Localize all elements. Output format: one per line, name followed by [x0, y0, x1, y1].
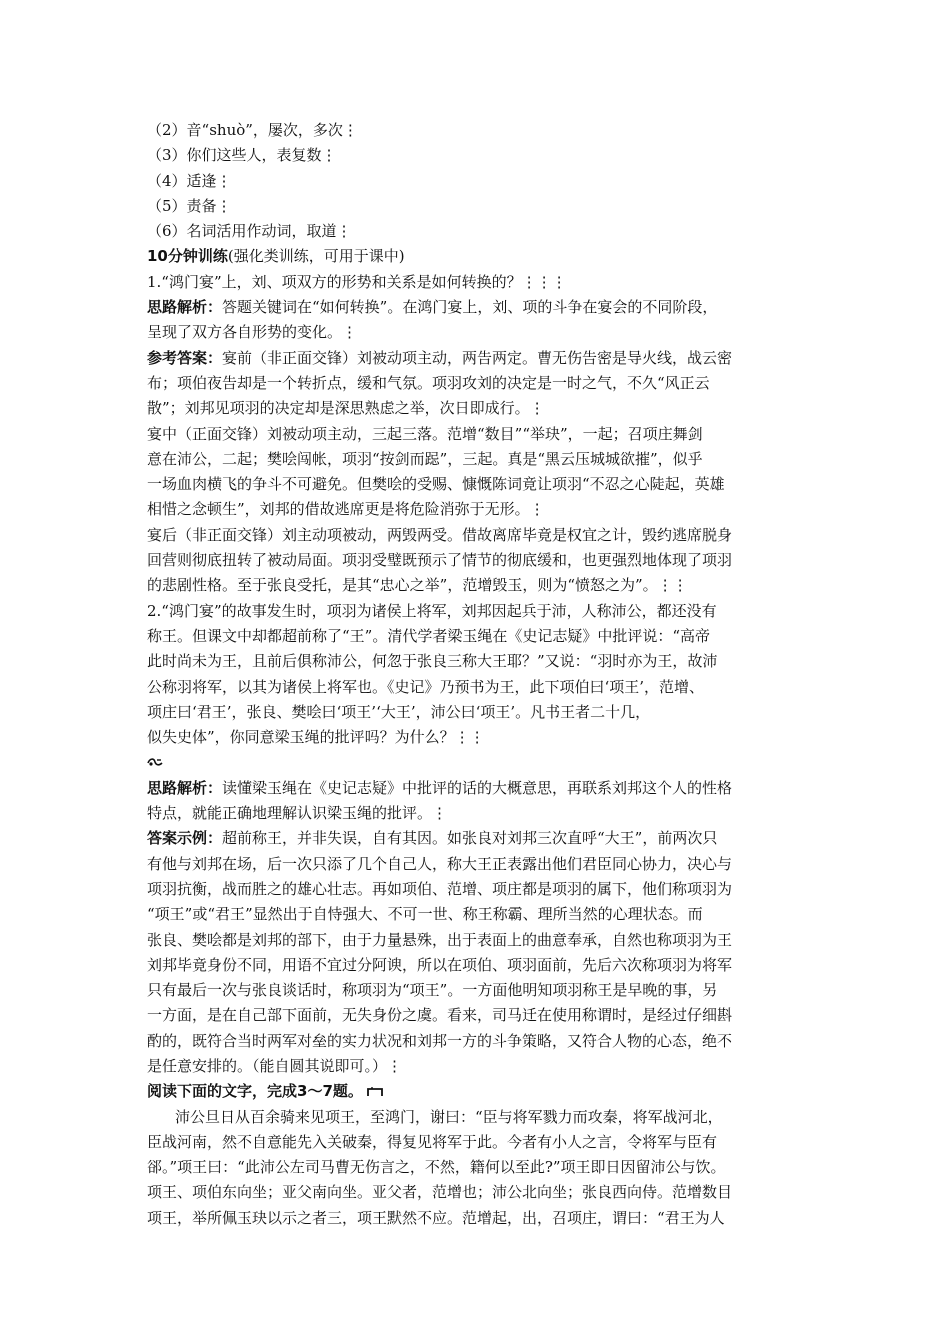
answer-text: “项王”或“君王”显然出于自恃强大、不可一世、称王称霸、理所当然的心理状态。而 [147, 905, 703, 924]
question-2-analysis-line [147, 776, 817, 801]
definition-item: （3）你们这些人，表复数⋮ [147, 146, 337, 165]
answer-text: 宴前（非正面交锋）刘被动项主动，两告两定。曹无伤告密是导火线，战云密 [222, 348, 733, 367]
question-2-text: 此时尚未为王，且前后俱称沛公，何忽于张良三称大王耶？”又说：“羽时亦为王，故沛 [147, 652, 718, 671]
answer-text: 刘邦毕竟身份不同，用语不宜过分阿谀，所以在项伯、项羽面前，先后六次称项羽为将军 [147, 955, 733, 974]
analysis-text: 特点，就能正确地理解认识梁玉绳的批评。⋮ [147, 804, 448, 823]
definition-item: （6）名词活用作动词，取道⋮ [147, 222, 352, 241]
answer-text: 张良、樊哙都是刘邦的部下，由于力量悬殊，出于表面上的曲意奉承，自然也称项羽为王 [147, 930, 733, 949]
question-1-analysis-line [147, 295, 817, 320]
question-1-text: 1.“鸿门宴”上，刘、项双方的形势和关系是如何转换的？⋮⋮⋮ [147, 272, 567, 291]
answer-text: 散”；刘邦见项羽的决定却是深思熟虑之举，次日即成行。⋮ [147, 399, 545, 418]
answer-text: 布；项伯夜告却是一个转折点，缓和气氛。项羽攻刘的决定是一时之气，不久“风正云 [147, 373, 710, 392]
answer-text: 是任意安排的。（能自圆其说即可。）⋮ [147, 1056, 403, 1075]
question-2-text: 似失史体”，你同意梁玉绳的批评吗？为什么？⋮⋮ [147, 728, 485, 747]
question-2-text: 称王。但课文中却都超前称了“王”。清代学者梁玉绳在《史记志疑》中批评说：“高帝 [147, 626, 711, 645]
analysis-text: 呈现了双方各自形势的变化。⋮ [147, 323, 358, 342]
answer-text: 一场血肉横飞的争斗不可避免。但樊哙的受赐、慷慨陈词竟让项羽“不忍之心陡起，英雄 [147, 475, 725, 494]
document-page [147, 118, 817, 1231]
question-1-answer-line [147, 346, 817, 371]
answer-text: 超前称王，并非失误，自有其因。如张良对刘邦三次直呼“大王”，前两次只 [222, 829, 718, 848]
passage-line: 沛公旦日从百余骑来见项王，至鸿门，谢曰：“臣与将军戮力而攻秦，将军战河北， [175, 1107, 723, 1126]
definition-item: （5）责备⋮ [147, 196, 232, 215]
definition-item: （2）音“shuò”，屡次，多次⋮ [147, 121, 358, 139]
anchor-mark-line [147, 750, 817, 775]
answer-text: 的悲剧性格。至于张良受托，是其“忠心之举”，范增毁玉，则为“愤怒之为”。⋮⋮ [147, 576, 688, 595]
answer-text: 有他与刘邦在场，后一次只添了几个自己人，称大王正表露出他们君臣同心协力，决心与 [147, 854, 733, 873]
passage-line: 郤。”项王曰：“此沛公左司马曹无伤言之，不然，籍何以至此?”项王即日因留沛公与饮。 [147, 1158, 726, 1177]
answer-text: 项羽抗衡，战而胜之的雄心壮志。再如项伯、范增、项庄都是项羽的属下，他们称项羽为 [147, 879, 733, 898]
analysis-text: 读懂梁玉绳在《史记志疑》中批评的话的大概意思，再联系刘邦这个人的性格 [222, 778, 733, 797]
analysis-label: 思路解析： [147, 298, 223, 317]
answer-text: 只有最后一次与张良谈话时，称项羽为“项王”。一方面他明知项羽称王是早晚的事，另 [147, 981, 718, 1000]
question-2-text: 公称羽将军，以其为诸侯上将军也。《史记》乃预书为王，此下项伯曰‘项王’，范增、 [147, 677, 705, 696]
anchor-mark-icon [147, 757, 163, 768]
answer-text: 回营则彻底扭转了被动局面。项羽受璧既预示了情节的彻底缓和，也更强烈地体现了项羽 [147, 551, 733, 570]
training-note: (强化类训练，可用于课中) [227, 247, 405, 266]
answer-text: 宴后（非正面交锋）刘主动项被动，两毁两受。借故离席毕竟是权宜之计，毁约逃席脱身 [147, 525, 733, 544]
passage-line: 臣战河南，然不自意能先入关破秦，得复见将军于此。今者有小人之言，令将军与臣有 [147, 1132, 718, 1151]
answer-text: 一方面，是在自己部下面前，无失身份之虞。看来，司马迁在使用称谓时，是经过仔细斟 [147, 1006, 733, 1025]
bracket-mark-icon [367, 1080, 383, 1105]
question-1 [147, 270, 817, 599]
answer-label: 答案示例： [147, 829, 223, 848]
training-heading-line [147, 244, 817, 269]
training-heading: 10分钟训练 [147, 247, 228, 266]
definition-item: （4）适逢⋮ [147, 171, 232, 190]
question-2-text: 项庄曰‘君王’，张良、樊哙曰‘项王’‘大王’，沛公曰‘项王’。凡书王者二十几， [147, 702, 651, 721]
analysis-text: 答题关键词在“如何转换”。在鸿门宴上，刘、项的斗争在宴会的不同阶段， [222, 298, 718, 317]
analysis-label: 思路解析： [147, 778, 223, 797]
reading-heading-line [147, 1079, 817, 1104]
question-2-answer-line [147, 826, 817, 851]
answer-text: 宴中（正面交锋）刘被动项主动，三起三落。范增“数目”“举玦”，一起；召项庄舞剑 [147, 424, 703, 443]
reading-heading: 阅读下面的文字，完成3～7题。 [147, 1082, 363, 1101]
question-2 [147, 599, 817, 1080]
question-2-text: 2.“鸿门宴”的故事发生时，项羽为诸侯上将军，刘邦因起兵于沛，人称沛公，都还没有 [147, 601, 717, 620]
answer-label: 参考答案： [147, 348, 223, 367]
answer-text: 酌的，既符合当时两军对垒的实力状况和刘邦一方的斗争策略，又符合人物的心态，绝不 [147, 1031, 733, 1050]
definition-list [147, 118, 817, 244]
reading-section [147, 1079, 817, 1231]
passage-line: 项王，举所佩玉玦以示之者三，项王默然不应。范增起，出，召项庄，谓曰：“君王为人 [147, 1208, 725, 1227]
answer-text: 意在沛公，二起；樊哙闯帐，项羽“按剑而跽”，三起。真是“黑云压城城欲摧”，似乎 [147, 449, 703, 468]
passage-line: 项王、项伯东向坐；亚父南向坐。亚父者，范增也；沛公北向坐；张良西向侍。范增数目 [147, 1183, 733, 1202]
answer-text: 相惜之念顿生”，刘邦的借故逃席更是将危险消弥于无形。⋮ [147, 500, 545, 519]
